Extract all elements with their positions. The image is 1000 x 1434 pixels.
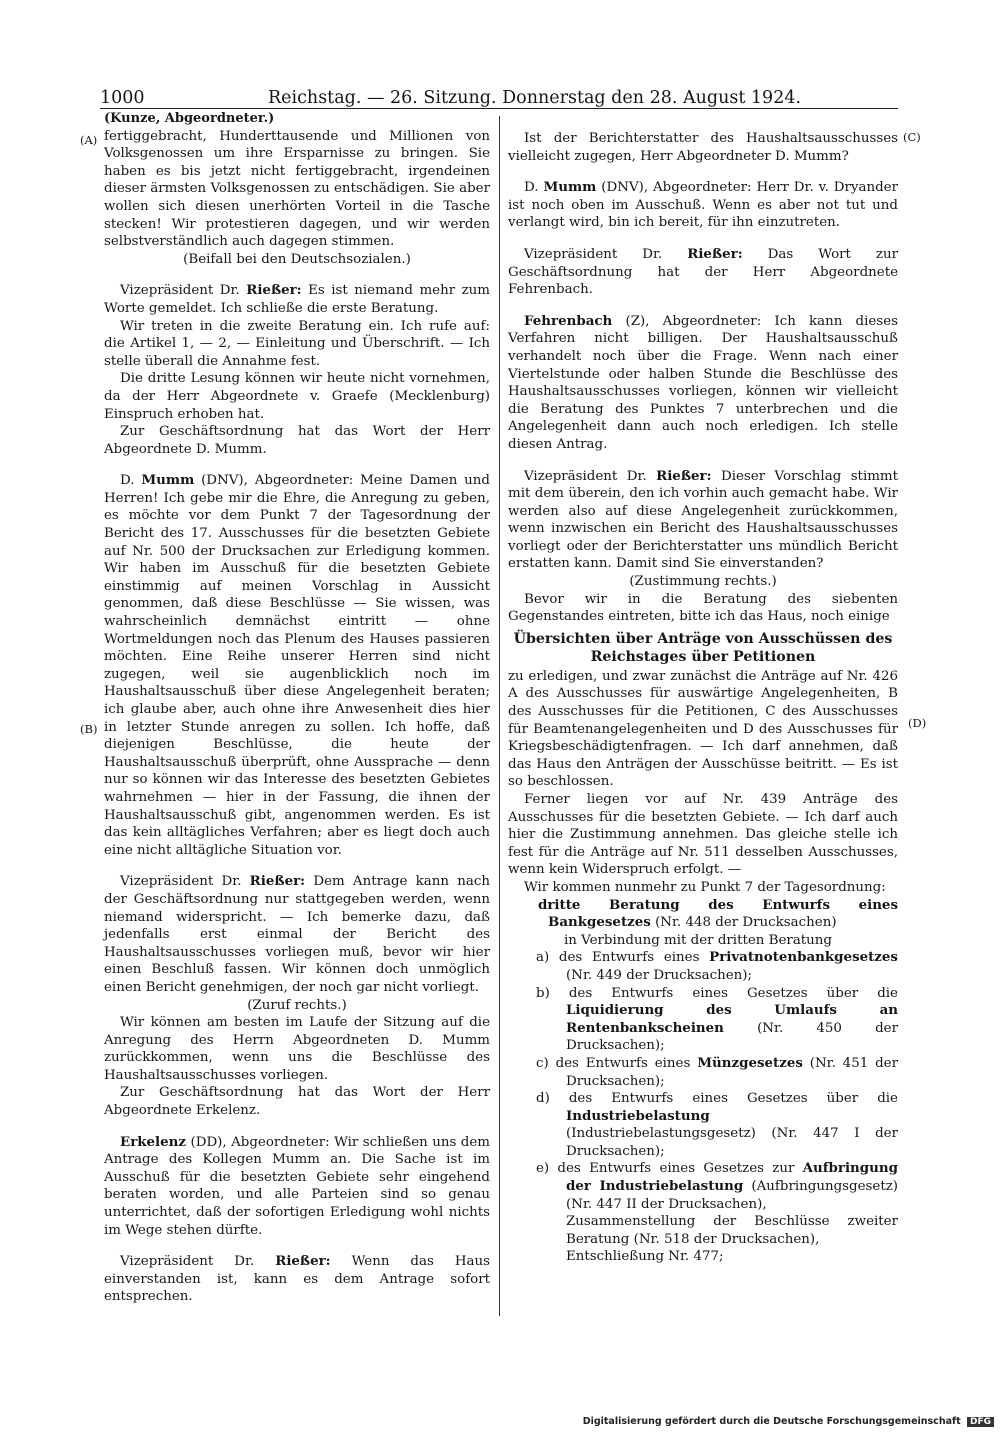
page-number: 1000 [100, 88, 145, 108]
speech-paragraph [104, 1253, 490, 1306]
speaker-title: D. [120, 473, 135, 489]
agenda-subitem-b [508, 985, 898, 1055]
subitem-text: d) des Entwurfs eines Gesetzes über die [536, 1091, 898, 1107]
column-rule [499, 116, 500, 1316]
speech-text: (DNV), Abgeordneter: Meine Damen und Herren! Ich gebe mir die Ehre, die Anregung zu geben, es möchte vor dem Punkt 7 der Tagesordnung der Bericht des 17. Ausschusses für die besetzten Gebiete auf Nr. 500 der Drucksachen zur Erledigung kommen. Wir haben im Ausschuß für die besetzten Gebiete einstimmig auf meinen Vorschlag in Aussicht genommen, daß diese Beschlüsse — Sie wissen, was wahrscheinlich demnächst eintritt — ohne Wortmeldungen noch das Plenum des Hauses passieren möchten. Eine Reihe unserer Herren sind nicht zugegen, weil sie augenblicklich noch im Haushaltsausschuß über diese Angelegenheit beraten; ich glaube aber, auch ohne ihre Anwesenheit dies hier in letzter Stunde anregen zu sollen. Ich hoffe, daß diejenigen Beschlüsse, die heute der Haushaltsausschuß überprüft, ohne Aussprache — denn nur so können wir das Interesse des besetzten Gebietes wahrnehmen — hier in der Fassung, die ihnen der Haushaltsausschuß gibt, angenommen werden. Es ist das kein alltägliches Verfahren; aber es liegt doch auch eine nicht alltägliche Situation vor. [104, 473, 490, 858]
speech-paragraph [104, 1134, 490, 1240]
speaker-name: Mumm [543, 179, 597, 196]
speaker-title: Vizepräsident Dr. [524, 468, 647, 484]
speech-paragraph [508, 468, 898, 574]
paragraph: in Verbindung mit der dritten Beratung [564, 932, 833, 948]
speech-paragraph [104, 472, 490, 859]
speaker-title: Vizepräsident Dr. [120, 283, 240, 299]
paragraph: Bevor wir in die Beratung des siebenten Gegenstandes eintreten, bitte ich das Haus, noch einige [508, 591, 898, 625]
speaker-title: Vizepräsident Dr. [120, 874, 242, 890]
page-header [100, 86, 900, 110]
speaker-name: Rießer: [246, 282, 302, 299]
speech-paragraph [508, 179, 898, 232]
paragraph: Ist der Berichterstatter des Haushaltsausschusses vielleicht zugegen, Herr Abgeordneter D. Mumm? [508, 131, 898, 164]
speech-text: (Z), Abgeordneter: Ich kann dieses Verfahren nicht billigen. Der Haushaltsausschuß verhandelt noch über die Frage. Wenn nach einer Viertelstunde oder halben Stunde die Beschlüsse des Haushaltsausschusses vorliegen, können wir vielleicht die Beratung des Punktes 7 unterbrechen und die Angelegenheit dann auch noch erledigen. Ich stelle diesen Antrag. [508, 313, 898, 452]
speech-text: (DNV), Abgeordneter: Herr Dr. v. Dryander ist noch oben im Ausschuß. Wenn es aber not tut und verlangt wird, bin ich bereit, für ihn einzutreten. [508, 180, 898, 231]
agenda-item-ref: (Nr. 448 der Drucksachen) [655, 915, 837, 931]
subitem-ref: (Aufbringungsgesetz) (Nr. 447 II der Drucksachen), [566, 1179, 898, 1212]
speaker-name: Rießer: [249, 873, 306, 890]
agenda-item-title: dritte Beratung des Entwurfs eines Bankgesetzes [538, 896, 898, 931]
paragraph: Ferner liegen vor auf Nr. 439 Anträge des Ausschusses für die besetzten Gebiete. — Ich darf auch hier die Zustimmung annehmen. Das gleiche stelle ich fest für die Anträge auf Nr. 511 desselben Ausschusses, wenn kein Widerspruch erfolgt. — [508, 792, 898, 878]
agenda-subitem-a [508, 949, 898, 984]
header-rule [100, 108, 898, 109]
agenda-subitem-d [508, 1090, 898, 1160]
subitem-ref: (Nr. 451 der Drucksachen); [566, 1055, 898, 1089]
subitem-ref: (Nr. 449 der Drucksachen); [566, 967, 752, 983]
speech-text: (DD), Abgeordneter: Wir schließen uns dem Antrage des Kollegen Mumm an. Die Sache ist im Ausschuß für die besetzten Gebiete sehr eingehend beraten worden, und alle Parteien sind so genau unterrichtet, daß der sofortigen Erledigung wohl nichts im Wege stehen dürfte. [104, 1134, 490, 1238]
right-column [508, 110, 898, 1266]
margin-mark-a: (A) [80, 133, 98, 147]
speaker-name: Rießer: [275, 1253, 331, 1270]
speech-text: Wenn das Haus einverstanden ist, kann es dem Antrage sofort entsprechen. [104, 1254, 490, 1305]
agenda-subitem-e [508, 1160, 898, 1213]
interjection: (Zustimmung rechts.) [629, 574, 777, 590]
speech-text: Dem Antrage kann nach der Geschäftsordnung nur stattgegeben werden, wenn niemand widerspricht. — Ich bemerke dazu, daß jedenfalls erst einmal der Bericht des Haushaltsausschusses vorliegen muß, bevor wir hier einen Beschluß fassen. Wir können doch unmöglich einen Bericht genehmigen, der noch gar nicht vorliegt. [104, 874, 490, 995]
speaker-title: Vizepräsident Dr. [524, 246, 663, 262]
subitem-text: a) des Entwurfs eines [536, 950, 700, 966]
agenda-subitem-c [508, 1055, 898, 1090]
funding-footer [583, 1416, 994, 1427]
speaker-name: Rießer: [687, 245, 743, 262]
dfg-logo: DFG [967, 1417, 994, 1427]
interjection: (Beifall bei den Deutschsozialen.) [183, 251, 411, 267]
subitem-title: Privatnotenbankgesetzes [709, 949, 898, 966]
margin-mark-b: (B) [80, 722, 98, 736]
running-title: Reichstag. — 26. Sitzung. Donnerstag den 28. August 1924. [268, 88, 802, 108]
speaker-title: Vizepräsident Dr. [120, 1254, 255, 1270]
subitem-ref: (Industriebelastungsgesetz) (Nr. 447 I der Drucksachen); [566, 1126, 898, 1159]
paragraph: Die dritte Lesung können wir heute nicht vornehmen, da der Herr Abgeordnete v. Graefe (Mecklenburg) Einspruch erhoben hat. [104, 371, 490, 422]
subitem-title: Münzgesetzes [697, 1054, 803, 1071]
speaker-name: Fehrenbach [524, 312, 613, 329]
subitem-title: Liquidierung des Umlaufs an Rentenbankscheinen [566, 1002, 898, 1036]
speech-text: Das Wort zur Geschäftsordnung hat der Herr Abgeordnete Fehrenbach. [508, 246, 898, 298]
paragraph: zu erledigen, und zwar zunächst die Anträge auf Nr. 426 A des Ausschusses für auswärtige Angelegenheiten, B des Ausschusses für die Petitionen, C des Ausschusses für Beamtenangelegenheiten und D des Ausschusses für Kriegsbeschädigtenfragen. — Ich darf annehmen, daß das Haus den Anträgen der Ausschüsse beitritt. — Es ist so beschlossen. [508, 668, 898, 790]
speaker-continuation: (Kunze, Abgeordneter.) [104, 111, 275, 126]
subitem-title: Industriebelastung [566, 1107, 710, 1124]
paragraph: Wir können am besten im Laufe der Sitzung auf die Anregung des Herrn Abgeordneten D. Mumm zurückkommen, wenn uns die Beschlüsse des Haushaltsausschusses vorliegen. [104, 1015, 490, 1083]
paragraph: Entschließung Nr. 477; [566, 1249, 724, 1265]
speech-paragraph [104, 282, 490, 317]
subitem-ref: (Nr. 450 der Drucksachen); [566, 1020, 898, 1054]
left-column [104, 110, 490, 1306]
margin-mark-d: (D) [908, 716, 927, 730]
agenda-heading: Übersichten über Anträge von Ausschüssen des Reichstages über Petitionen [513, 630, 893, 665]
speech-text: Es ist niemand mehr zum Worte gemeldet. Ich schließe die erste Beratung. [104, 283, 490, 316]
paragraph: Wir treten in die zweite Beratung ein. Ich rufe auf: die Artikel 1, — 2, — Einleitung und Überschrift. — Ich stelle überall die Annahme fest. [104, 318, 490, 369]
paragraph: Zusammenstellung der Beschlüsse zweiter Beratung (Nr. 518 der Drucksachen), [566, 1214, 898, 1247]
speech-text: Dieser Vorschlag stimmt mit dem überein, den ich vorhin auch gemacht habe. Wir werden also auf diese Angelegenheit zurückkommen, wenn inzwischen ein Bericht des Haushaltsausschusses vorliegt oder der Berichterstatter uns mündlich Bericht erstatten kann. Damit sind Sie einverstanden? [508, 468, 899, 572]
speaker-name: Erkelenz [120, 1133, 187, 1150]
paragraph: Zur Geschäftsordnung hat das Wort der Herr Abgeordnete D. Mumm. [104, 424, 490, 457]
speech-paragraph [104, 873, 490, 996]
paragraph: Zur Geschäftsordnung hat das Wort der Herr Abgeordnete Erkelenz. [104, 1085, 490, 1119]
speaker-name: Rießer: [656, 467, 712, 484]
paragraph: Wir kommen nunmehr zu Punkt 7 der Tagesordnung: [524, 879, 886, 895]
speaker-title: D. [524, 180, 539, 196]
speech-paragraph [508, 246, 898, 299]
subitem-title: Aufbringung der Industriebelastung [566, 1160, 898, 1195]
margin-mark-c: (C) [903, 130, 921, 144]
speaker-name: Mumm [141, 472, 195, 489]
interjection: (Zuruf rechts.) [247, 997, 347, 1013]
subitem-text: c) des Entwurfs eines [536, 1055, 691, 1071]
agenda-item [508, 897, 898, 932]
paragraph: fertiggebracht, Hunderttausende und Millionen von Volksgenossen um ihre Ersparnisse zu bringen. Sie haben es bis jetzt nicht fertiggebracht, irgendeinen dieser ärmsten Volksgenossen zu entschädigen. Sie aber wollen sich diesen unerhörten Vorteil in die Tasche stecken! Wir protestieren dagegen, und wir werden selbstverständlich auch dagegen stimmen. [104, 128, 490, 250]
speech-paragraph [508, 313, 898, 454]
subitem-text: e) des Entwurfs eines Gesetzes zur [536, 1161, 795, 1177]
footer-text: Digitalisierung gefördert durch die Deutsche Forschungsgemeinschaft [582, 1416, 961, 1427]
subitem-text: b) des Entwurfs eines Gesetzes über die [536, 985, 898, 1001]
